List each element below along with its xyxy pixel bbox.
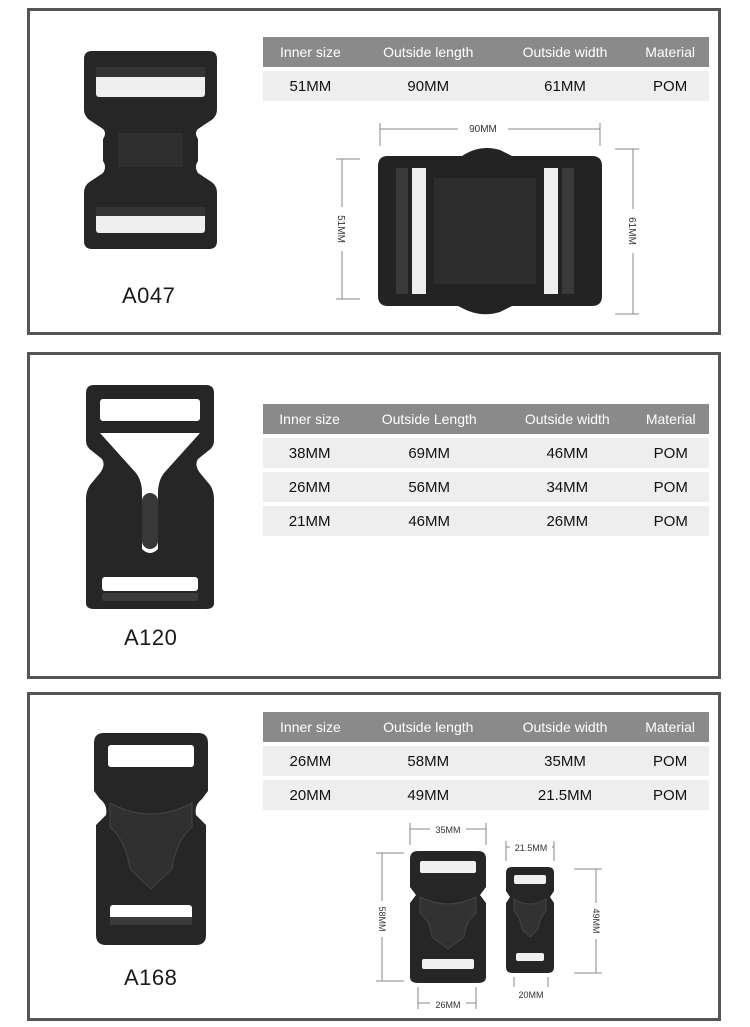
- dimension-diagram-a168: [370, 817, 610, 1017]
- header-outside-length: Outside length: [358, 712, 499, 742]
- cell-outside-width: 35MM: [499, 746, 631, 776]
- cell-outside-width: 21.5MM: [499, 780, 631, 810]
- table-row: [263, 472, 709, 502]
- header-outside-width: Outside width: [499, 37, 631, 67]
- cell-outside-length: 90MM: [358, 71, 499, 101]
- cell-material: POM: [632, 472, 709, 502]
- header-material: Material: [631, 712, 709, 742]
- large-width-label: 35MM: [435, 825, 461, 835]
- cell-outside-length: 58MM: [358, 746, 499, 776]
- cell-material: POM: [632, 438, 709, 468]
- cell-outside-length: 69MM: [356, 438, 502, 468]
- product-panel-a120: [27, 352, 721, 679]
- table-row: [263, 780, 709, 810]
- model-label: A047: [122, 283, 176, 308]
- cell-inner-size: 20MM: [263, 780, 358, 810]
- small-length-label: 49MM: [591, 908, 601, 934]
- spec-table: [263, 33, 709, 105]
- cell-inner-size: 26MM: [263, 746, 358, 776]
- cell-outside-length: 49MM: [358, 780, 499, 810]
- cell-inner-size: 21MM: [263, 506, 356, 536]
- dimension-inner-label: 51MM: [335, 215, 346, 243]
- header-outside-length: Outside length: [358, 37, 499, 67]
- spec-table: [263, 708, 709, 814]
- model-label: A120: [124, 625, 178, 650]
- table-row: [263, 746, 709, 776]
- header-material: Material: [631, 37, 709, 67]
- buckle-a120-image: [80, 381, 220, 613]
- dimension-width-label: 61MM: [626, 217, 637, 245]
- header-inner-size: Inner size: [263, 712, 358, 742]
- product-panel-a168: [27, 692, 721, 1021]
- header-inner-size: Inner size: [263, 37, 358, 67]
- product-panel-a047: [27, 8, 721, 335]
- cell-material: POM: [631, 780, 709, 810]
- buckle-a168-small: [506, 867, 554, 973]
- spec-table: [263, 400, 709, 540]
- buckle-a168-large: [410, 851, 486, 983]
- large-length-label: 58MM: [377, 906, 387, 932]
- cell-outside-length: 46MM: [356, 506, 502, 536]
- cell-inner-size: 38MM: [263, 438, 356, 468]
- header-inner-size: Inner size: [263, 404, 356, 434]
- table-row: [263, 506, 709, 536]
- buckle-a047-image: [78, 45, 223, 255]
- large-inner-label: 26MM: [435, 1000, 461, 1010]
- cell-outside-width: 26MM: [502, 506, 632, 536]
- header-outside-width: Outside width: [502, 404, 632, 434]
- cell-outside-width: 34MM: [502, 472, 632, 502]
- buckle-a047-top-view: [378, 148, 602, 314]
- dimension-length-label: 90MM: [469, 124, 497, 135]
- header-material: Material: [632, 404, 709, 434]
- cell-material: POM: [632, 506, 709, 536]
- cell-outside-length: 56MM: [356, 472, 502, 502]
- buckle-a168-image: [88, 729, 214, 949]
- cell-inner-size: 51MM: [263, 71, 358, 101]
- table-row: [263, 438, 709, 468]
- header-outside-length: Outside Length: [356, 404, 502, 434]
- dimension-diagram-a047: [330, 114, 650, 319]
- header-outside-width: Outside width: [499, 712, 631, 742]
- cell-inner-size: 26MM: [263, 472, 356, 502]
- small-width-label: 21.5MM: [514, 843, 548, 853]
- cell-outside-width: 46MM: [502, 438, 632, 468]
- cell-material: POM: [631, 746, 709, 776]
- cell-material: POM: [631, 71, 709, 101]
- small-inner-label: 20MM: [518, 990, 544, 1000]
- table-row: [263, 71, 709, 101]
- model-label: A168: [124, 965, 178, 990]
- cell-outside-width: 61MM: [499, 71, 631, 101]
